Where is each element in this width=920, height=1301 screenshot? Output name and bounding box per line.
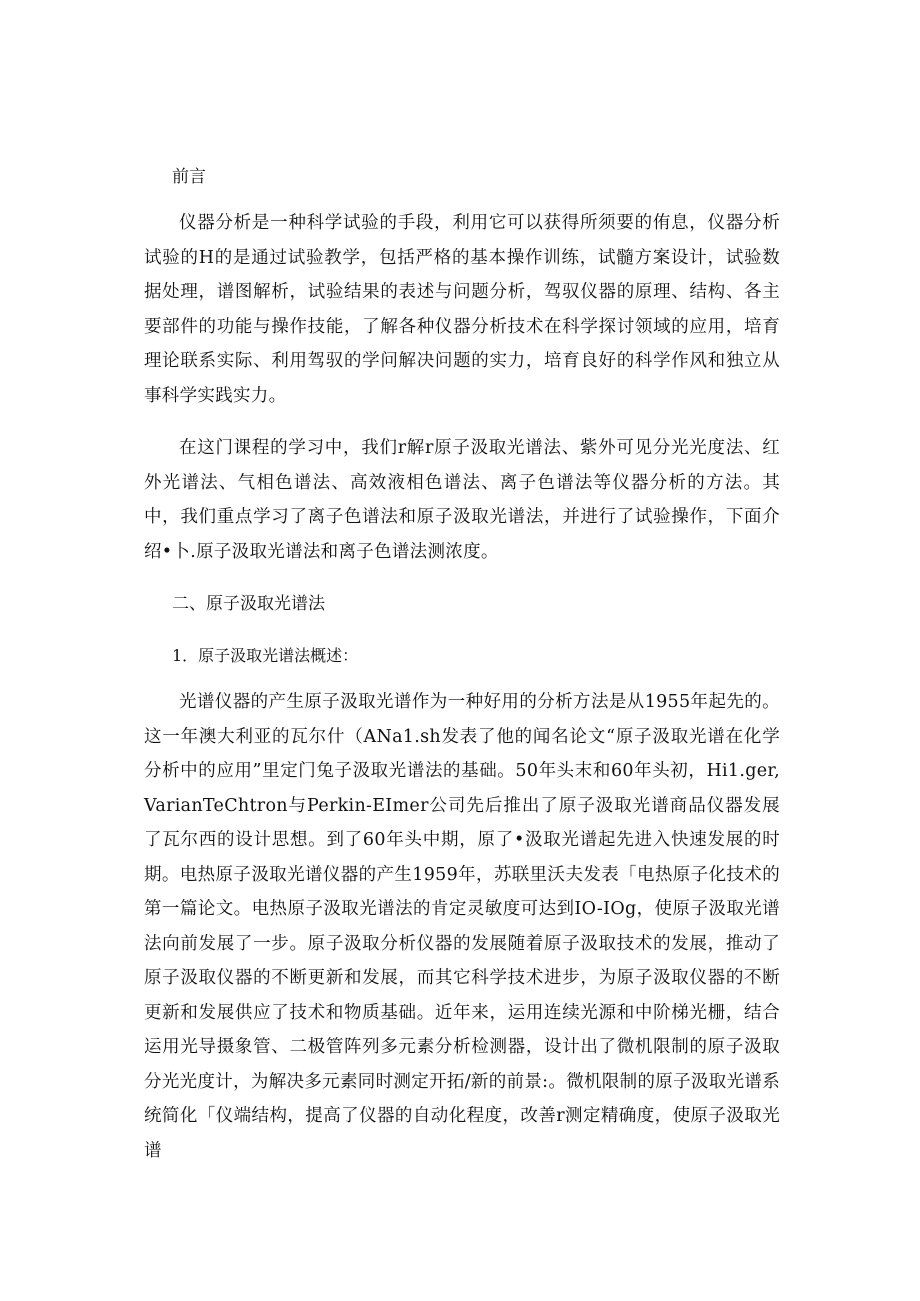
body-paragraph: 光谱仪器的产生原子汲取光谱作为一种好用的分析方法是从1955年起先的。这一年澳大利亚的瓦尔什（ANa1.sh发表了他的闻名论文“原子汲取光谱在化学分析中的应用”里定门兔子汲取光谱法的基础。50年头末和60年头初，Hi1.ger,VarianTeChtron与Perkin-EImer公司先后推出了原子汲取光谱商品仪器发展了瓦尔西的设计思想。到了60年头中期，原了•汲取光谱起先进入快速发展的时期。电热原子汲取光谱仪器的产生1959年，苏联里沃夫发表「电热原子化技术的第一篇论文。电热原子汲取光谱法的肯定灵敏度可达到IO-IOg，使原子汲取光谱法向前发展了一步。原子汲取分析仪器的发展随着原子汲取技术的发展，推动了原子汲取仪器的不断更新和发展，而其它科学技术进步，为原子汲取仪器的不断更新和发展供应了技术和物质基础。近年来，运用连续光源和中阶梯光栅，结合运用光导摄象管、二极管阵列多元素分析检测器，设计出了微机限制的原子汲取分光光度计，为解决多元素同时测定开拓/新的前景:。微机限制的原子汲取光谱系统简化「仪端结构，提高了仪器的自动化程度，改善r测定精确度，使原子汲取光谱	[144, 692, 780, 1161]
document-page	[144, 160, 780, 1168]
preface-paragraph-2: 在这门课程的学习中，我们r解r原子汲取光谱法、紫外可见分光光度法、红外光谱法、气相色谱法、高效液相色谱法、离子色谱法等仪器分析的方法。其中，我们重点学习了离子色谱法和原子汲取光谱法，并进行了试验操作，下面介绍•卜.原子汲取光谱法和离子色谱法测浓度。	[144, 438, 780, 562]
preface-paragraph-1: 仪器分析是一种科学试验的手段，利用它可以获得所须要的侑息，仪器分析试验的H的是通过试验教学，包括严格的基本操作训练，试髓方案设计，试验数据处理，谱图解析，试验结果的表述与问题分析，驾驭仪器的原理、结构、各主要部件的功能与操作技能，了解各种仪器分析技术在科学探讨领域的应用，培育理论联系实际、利用驾驭的学问解决问题的实力，培育良好的科学作风和独立从事科学实践实力。	[144, 213, 780, 406]
preface-heading: 前言	[172, 167, 206, 187]
subsection-heading: 1．原子汲取光谱法概述：	[172, 646, 359, 665]
section-heading: 二、原子汲取光谱法	[172, 594, 325, 614]
